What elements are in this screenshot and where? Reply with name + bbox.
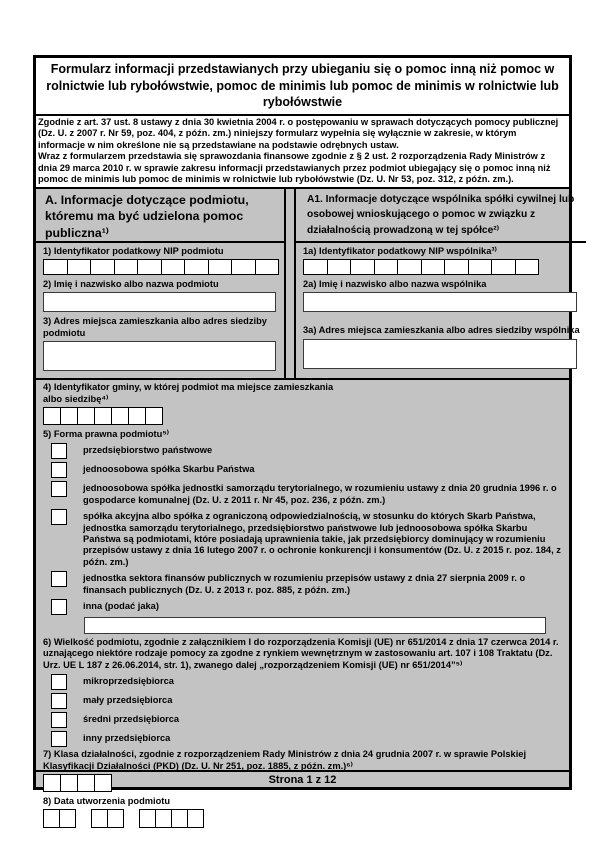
checkbox-jednostka-sektora-finansow[interactable] xyxy=(51,571,67,587)
nip-podmiotu-boxes[interactable] xyxy=(43,259,278,275)
char-cell[interactable] xyxy=(208,259,233,275)
char-cell[interactable] xyxy=(128,407,146,425)
nazwa-wspolnika-input[interactable] xyxy=(303,292,577,312)
char-cell[interactable] xyxy=(137,259,162,275)
forma-prawna-option-row xyxy=(43,481,563,506)
form-container xyxy=(33,55,580,807)
wielkosc-option-row xyxy=(43,712,563,728)
intro-legal-text xyxy=(36,116,569,189)
char-cell[interactable] xyxy=(59,809,76,828)
checkbox-label: inny przedsiębiorca xyxy=(83,733,171,744)
char-cell[interactable] xyxy=(145,407,163,425)
identyfikator-gminy-boxes[interactable] xyxy=(43,407,563,425)
checkbox-label: mikroprzedsiębiorca xyxy=(83,676,174,687)
char-cell[interactable] xyxy=(187,809,204,828)
data-rok-boxes[interactable] xyxy=(139,809,203,828)
intro-paragraph-1: Zgodnie z art. 37 ust. 8 ustawy z dnia 30 kwietnia 2004 r. o postępowaniu w sprawach dotyczących pomocy publicznej (Dz. U. z 2007 r. Nr 59, poz. 404, z późn. zm.) niniejszy formularz wypełnia się wyłącznie w zakresie, w którym informacje w nim określone nie są przedstawiane na podstawie odrębnych ustaw. xyxy=(38,116,559,150)
char-cell[interactable] xyxy=(184,259,209,275)
field-wielkosc-podmiotu-label: 6) Wielkość podmiotu, zgodnie z załącznikiem I do rozporządzenia Komisji (UE) nr 651/2014 z dnia 17 czerwca 2014 r. uznającego niektóre rodzaje pomocy za zgodne z rynkiem wewnętrznym w zastosowaniu art. 107 i 108 Traktatu (Dz. Urz. UE L 187 z 26.06.2014, str. 1), zwanego dalej „rozporządzeniem Komisji (UE) nr 651/2014”⁵⁾ xyxy=(43,637,559,670)
checkbox-maly-przedsiebiorca[interactable] xyxy=(51,693,67,709)
section-a1 xyxy=(294,189,586,379)
field-data-utworzenia-label: 8) Data utworzenia podmiotu xyxy=(43,796,171,807)
char-cell[interactable] xyxy=(515,259,540,275)
char-cell[interactable] xyxy=(107,809,124,828)
char-cell[interactable] xyxy=(90,259,115,275)
field-nazwa-wspolnika-label: 2a) Imię i nazwisko albo nazwa wspólnika xyxy=(303,278,487,289)
section-a-a1-columns xyxy=(36,189,580,381)
adres-podmiotu-input[interactable] xyxy=(43,341,276,371)
checkbox-spolka-akcyjna[interactable] xyxy=(51,509,67,525)
checkbox-label: średni przedsiębiorca xyxy=(83,714,180,725)
field-nip-podmiotu-label: 1) Identyfikator podatkowy NIP podmiotu xyxy=(43,245,224,256)
data-miesiac-boxes[interactable] xyxy=(91,809,123,828)
field-nazwa-wspolnika xyxy=(303,279,580,312)
field-klasa-dzialalnosci-label: 7) Klasa działalności, zgodnie z rozporządzeniem Rady Ministrów z dnia 24 grudnia 2007 r. w sprawie Polskiej Klasyfikacji Działalności (PKD) (Dz. U. Nr 251, poz. 1885, z późn. zm.)⁶⁾ xyxy=(43,749,527,771)
char-cell[interactable] xyxy=(60,407,78,425)
field-identyfikator-gminy-label: 4) Identyfikator gminy, w której podmiot ma miejsce zamieszkania albo siedzibę⁴⁾ xyxy=(43,382,334,404)
char-cell[interactable] xyxy=(161,259,186,275)
checkbox-inny-przedsiebiorca[interactable] xyxy=(51,731,67,747)
section-a-heading: A. Informacje dotyczące podmiotu, któremu ma być udzielona pomoc publiczna¹⁾ xyxy=(36,189,284,243)
field-adres-wspolnika xyxy=(303,325,580,368)
wielkosc-option-row xyxy=(43,674,563,690)
char-cell[interactable] xyxy=(43,809,60,828)
forma-prawna-option-row xyxy=(43,509,563,568)
section-a1-heading: A1. Informacje dotyczące wspólnika spółki cywilnej lub osobowej wnioskującego o pomoc w związku z działalnością prowadzoną w tej spółce²⁾ xyxy=(296,189,586,243)
field-adres-wspolnika-label: 3a) Adres miejsca zamieszkania albo adres siedziby wspólnika xyxy=(303,325,580,336)
field-adres-podmiotu-label: 3) Adres miejsca zamieszkania albo adres siedziby podmiotu xyxy=(43,316,267,338)
checkbox-mikroprzedsiebiorca[interactable] xyxy=(51,674,67,690)
checkbox-label: mały przedsiębiorca xyxy=(83,695,173,706)
field-nip-wspolnika xyxy=(303,246,580,275)
char-cell[interactable] xyxy=(91,809,108,828)
forma-prawna-option-row xyxy=(43,571,563,596)
checkbox-label: jednoosobowa spółka Skarbu Państwa xyxy=(83,464,255,475)
nazwa-podmiotu-input[interactable] xyxy=(43,292,276,312)
checkbox-label: inna (podać jaka) xyxy=(83,601,159,611)
field-nazwa-podmiotu-label: 2) Imię i nazwisko albo nazwa podmiotu xyxy=(43,278,219,289)
checkbox-inna[interactable] xyxy=(51,599,67,615)
char-cell[interactable] xyxy=(255,259,280,275)
inna-forma-input[interactable] xyxy=(84,617,546,634)
char-cell[interactable] xyxy=(374,259,399,275)
char-cell[interactable] xyxy=(155,809,172,828)
char-cell[interactable] xyxy=(231,259,256,275)
forma-prawna-option-row xyxy=(43,443,563,459)
field-nip-podmiotu xyxy=(43,246,278,275)
char-cell[interactable] xyxy=(397,259,422,275)
wielkosc-option-row xyxy=(43,693,563,709)
field-nazwa-podmiotu xyxy=(43,279,278,312)
adres-wspolnika-input[interactable] xyxy=(303,339,577,369)
char-cell[interactable] xyxy=(491,259,516,275)
section-a xyxy=(36,189,286,379)
checkbox-label: spółka akcyjna albo spółka z ograniczoną odpowiedzialnością, w stosunku do których Skarb Państwa, jednostka samorządu terytorialnego, przedsiębiorstwo państwowe lub jednoosobowa spółka Skarbu Państwa są podmiotami, które posiadają uprawnienia takie, jak przedsiębiorcy dominujący w rozumieniu przepisów ustawy z dnia 16 lutego 2007 r. o ochronie konkurencji i konsumentów (Dz. U. z 2015 r. poz. 184, z późn. zm.) xyxy=(83,511,561,567)
field-forma-prawna-label: 5) Forma prawna podmiotu⁵⁾ xyxy=(43,428,169,439)
char-cell[interactable] xyxy=(43,407,61,425)
checkbox-label: jednoosobowa spółka jednostki samorządu terytorialnego, w rozumieniu ustawy z dnia 20 grudnia 1996 r. o gospodarce komunalnej (Dz. U. z 2011 r. Nr 45, poz. 236, z późn. zm.) xyxy=(83,483,557,505)
checkbox-spolka-skarbu-panstwa[interactable] xyxy=(51,462,67,478)
checkbox-label: jednostka sektora finansów publicznych w rozumieniu przepisów ustawy z dnia 27 sierpnia 2009 r. o finansach publicznych (Dz. U. z 2013 r. poz. 885, z późn. zm.) xyxy=(83,573,526,595)
field-nip-wspolnika-label: 1a) Identyfikator podatkowy NIP wspólnika³⁾ xyxy=(303,245,497,256)
checkbox-spolka-samorzadu-terytorialnego[interactable] xyxy=(51,481,67,497)
char-cell[interactable] xyxy=(421,259,446,275)
char-cell[interactable] xyxy=(94,407,112,425)
char-cell[interactable] xyxy=(77,407,95,425)
char-cell[interactable] xyxy=(171,809,188,828)
data-dzien-boxes[interactable] xyxy=(43,809,75,828)
field-adres-podmiotu xyxy=(43,316,278,371)
char-cell[interactable] xyxy=(468,259,493,275)
char-cell[interactable] xyxy=(43,259,68,275)
intro-paragraph-2: Wraz z formularzem przedstawia się sprawozdania finansowe zgodnie z § 2 ust. 2 rozporządzenia Rady Ministrów z dnia 29 marca 2010 r. w sprawie zakresu informacji przedstawianych przez podmiot ubiegający się o pomoc inną niż pomoc de minimis lub pomoc de minimis w rolnictwie lub rybołówstwie (Dz. U. Nr 53, poz. 312, z późn. zm.). xyxy=(38,151,551,184)
form-title: Formularz informacji przedstawianych przy ubieganiu się o pomoc inną niż pomoc w rolnictwie lub rybołówstwie, pomoc de minimis lub pomoc de minimis w rolnictwie lub rybołówstwie xyxy=(36,58,569,116)
checkbox-sredni-przedsiebiorca[interactable] xyxy=(51,712,67,728)
char-cell[interactable] xyxy=(114,259,139,275)
page-number: Strona 1 z 12 xyxy=(36,770,569,787)
field-identyfikator-gminy xyxy=(43,382,563,425)
nip-wspolnika-boxes[interactable] xyxy=(303,259,580,275)
char-cell[interactable] xyxy=(350,259,375,275)
data-utworzenia-boxes xyxy=(43,809,563,828)
field-data-utworzenia xyxy=(43,796,563,828)
checkbox-przedsiebiorstwo-panstwowe[interactable] xyxy=(51,443,67,459)
char-cell[interactable] xyxy=(303,259,328,275)
forma-prawna-option-row xyxy=(43,599,563,615)
char-cell[interactable] xyxy=(139,809,156,828)
wielkosc-option-row xyxy=(43,731,563,747)
checkbox-label: przedsiębiorstwo państwowe xyxy=(83,445,213,456)
char-cell[interactable] xyxy=(111,407,129,425)
forma-prawna-option-row xyxy=(43,462,563,478)
char-cell[interactable] xyxy=(444,259,469,275)
char-cell[interactable] xyxy=(327,259,352,275)
char-cell[interactable] xyxy=(67,259,92,275)
